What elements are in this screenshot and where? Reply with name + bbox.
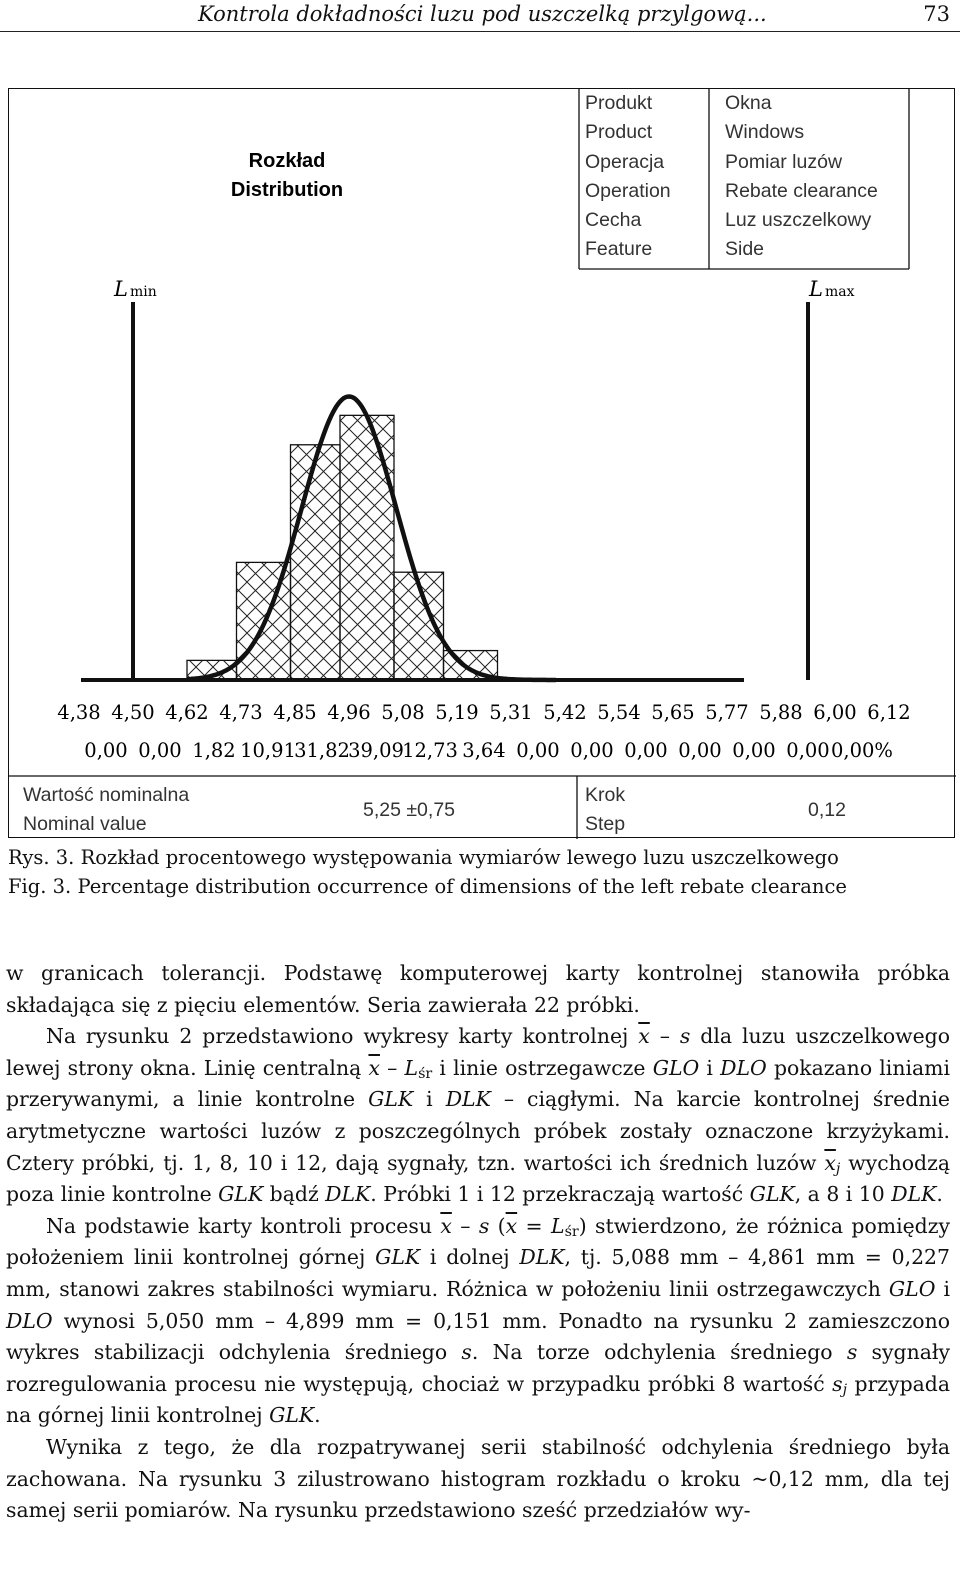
histogram-bar-4 [340,415,394,680]
percentage-label: 0,00% [831,739,893,762]
percentage-label: 0,00 [570,739,614,762]
x-tick-label: 4,73 [219,701,263,724]
feature-value-en: Side [725,238,765,260]
percentage-label: 0,00 [516,739,560,762]
operation-label-en: Operation [585,180,671,202]
distribution-label-en: Distribution [230,179,344,201]
operation-value-en: Rebate clearance [725,180,878,202]
percentage-label: 10,91 [240,739,296,762]
lmax-label: Lmax [809,277,855,301]
x-tick-label: 4,50 [111,701,155,724]
lmin-label: Lmin [114,277,157,301]
x-tick-label: 4,62 [165,701,209,724]
x-tick-label: 6,12 [867,701,911,724]
body-text [6,958,950,1527]
caption-en: Fig. 3. Percentage distribution occurrence of dimensions of the left rebate clearance [8,875,847,898]
feature-label-en: Feature [585,238,653,260]
x-tick-label: 5,31 [489,701,533,724]
histogram-svg [9,89,956,839]
percentage-label: 0,00 [786,739,830,762]
page-number: 73 [923,2,950,26]
histogram-bar-3 [291,445,341,680]
x-tick-label: 5,19 [435,701,479,724]
operation-label-pl: Operacja [585,151,665,173]
operation-value-pl: Pomiar luzów [725,151,843,173]
x-tick-label: 5,65 [651,701,695,724]
step-value: 0,12 [808,799,846,821]
header-table [231,89,909,269]
percentage-label: 1,82 [192,739,236,762]
nominal-label-pl: Wartość nominalna [23,784,190,806]
running-head [0,0,960,28]
nominal-value: 5,25 ±0,75 [362,799,456,821]
percentage-label: 12,73 [402,739,458,762]
x-tick-label: 5,08 [381,701,425,724]
x-tick-label: 5,42 [543,701,587,724]
feature-value-pl: Luz uszczelkowy [725,209,872,231]
step-label-en: Step [585,813,626,835]
step-label-pl: Krok [585,784,626,806]
percentage-label: 0,00 [138,739,182,762]
header-rule [0,31,960,32]
percentage-label: 31,82 [294,739,350,762]
paragraph-4: Wynika z tego, że dla rozpatrywanej serii stabilność odchylenia średniego była zachowana. Na rysunku 3 zilustrowano histogram rozkładu o kroku ~0,12 mm, dla tej samej serii pomiarów. Na rysunku przedstawiono sześć przedziałów wy- [6,1434,950,1523]
histogram-figure [8,88,955,838]
paragraph-1: w granicach tolerancji. Podstawę komputerowej karty kontrolnej stanowiła próbka składająca się z pięciu elementów. Seria zawierała 22 próbki. [6,961,950,1017]
paragraph-2: Na rysunku 2 przedstawiono wykresy karty kontrolnej $\overline{x}$ – s dla luzu uszczelkowego lewej strony okna. Linię centralną $\overline{x} - L_{śr}$ i linie ostrzegawcze GLO i DLO pokazano liniami przerywanymi, a linie kontrolne GLK i DLK – ciągłymi. Na karcie kontrolnej średnie arytmetyczne wartości luzów z poszczególnych próbek zostały oznaczone krzyżykami. Cztery próbki, tj. 1, 8, 10 i 12, dają sygnały, tzn. wartości ich średnich luzów $\overline{x}_j$ wychodzą poza linie kontrolne GLK bądź DLK. Próbki 1 i 12 przekraczają wartość GLK, a 8 i 10 DLK. [6,1024,950,1207]
caption-pl: Rys. 3. Rozkład procentowego występowania wymiarów lewego luzu uszczelkowego [8,846,839,869]
percentage-label: 0,00 [624,739,668,762]
x-tick-label: 5,88 [759,701,803,724]
x-tick-label: 6,00 [813,701,857,724]
histogram-bars [187,415,498,680]
percentage-label: 0,00 [732,739,776,762]
distribution-label-pl: Rozkład [248,150,326,172]
x-tick-label: 5,77 [705,701,749,724]
x-tick-label: 4,85 [273,701,317,724]
x-tick-labels [57,701,910,724]
product-value-en: Windows [725,121,805,143]
product-value-pl: Okna [725,92,772,114]
x-tick-label: 5,54 [597,701,641,724]
percentage-label: 0,00 [84,739,128,762]
percentage-label: 39,09 [348,739,404,762]
x-tick-label: 4,38 [57,701,101,724]
product-label-pl: Produkt [585,92,653,114]
percentage-labels [84,739,893,762]
x-tick-label: 4,96 [327,701,371,724]
feature-label-pl: Cecha [585,209,642,231]
percentage-label: 0,00 [678,739,722,762]
running-head-title: Kontrola dokładności luzu pod uszczelką przylgową... [198,2,767,26]
product-label-en: Product [585,121,653,143]
nominal-step-table [9,776,956,839]
percentage-label: 3,64 [462,739,506,762]
paragraph-3: Na podstawie karty kontroli procesu $\overline{x}$ – s $(\overline{x} = L_{śr})$ stwierdzono, że różnica pomiędzy położeniem linii kontrolnej górnej GLK i dolnej DLK, tj. 5,088 mm – 4,861 mm = 0,227 mm, stanowi zakres stabilności wymiaru. Różnica w położeniu linii ostrzegawczych GLO i DLO wynosi 5,050 mm – 4,899 mm = 0,151 mm. Ponadto na rysunku 2 zamieszczono wykres stabilizacji odchylenia średniego s. Na torze odchylenia średniego s sygnały rozregulowania procesu nie występują, chociaż w przypadku próbki 8 wartość $s_j$ przypada na górnej linii kontrolnej GLK. [6,1213,950,1428]
nominal-label-en: Nominal value [23,813,147,835]
